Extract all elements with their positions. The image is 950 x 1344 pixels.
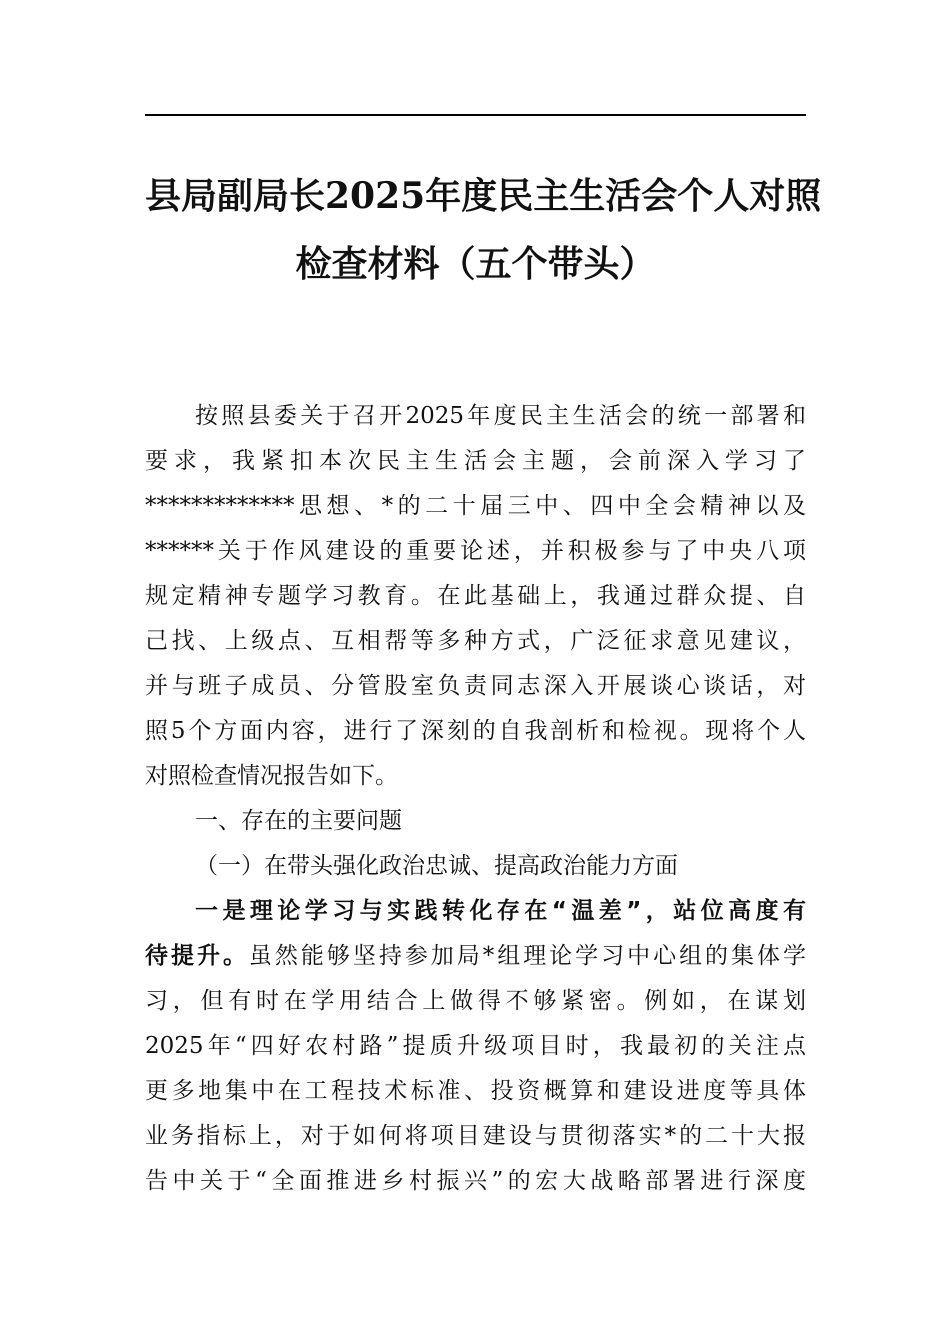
intro-line: ******关于作风建设的重要论述，并积极参与了中央八项 bbox=[145, 538, 806, 564]
intro-line: *************思想、*的二十届三中、四中全会精神以及 bbox=[145, 493, 806, 519]
intro-line: 照5个方面内容，进行了深刻的自我剖析和检视。现将个人 bbox=[145, 718, 806, 744]
document-title bbox=[145, 162, 822, 298]
point-text: 虽然能够坚持参加局*组理论学习中心组的集体学 bbox=[248, 943, 806, 969]
title-line-1: 县局副局长2025年度民主生活会个人对照 bbox=[145, 175, 822, 217]
header-rule bbox=[145, 114, 806, 116]
point-line: 告中关于“全面推进乡村振兴”的宏大战略部署进行深度 bbox=[145, 1168, 806, 1194]
intro-line: 并与班子成员、分管股室负责同志深入开展谈心谈话，对 bbox=[145, 673, 806, 699]
point-bold-lead: 待提升。 bbox=[145, 943, 249, 969]
title-line-2: 检查材料（五个带头） bbox=[295, 243, 656, 285]
subsection-heading: （一）在带头强化政治忠诚、提高政治能力方面 bbox=[195, 853, 678, 879]
intro-line: 对照检查情况报告如下。 bbox=[145, 763, 398, 789]
intro-line: 按照县委关于召开2025年度民主生活会的统一部署和 bbox=[195, 403, 806, 429]
point-line: 习，但有时在学用结合上做得不够紧密。例如，在谋划 bbox=[145, 988, 806, 1014]
intro-line: 规定精神专题学习教育。在此基础上，我通过群众提、自 bbox=[145, 583, 806, 609]
point-bold-line: 一是理论学习与实践转化存在“温差”，站位高度有 bbox=[195, 898, 806, 924]
document-body bbox=[145, 394, 806, 1204]
point-line: 2025年“四好农村路”提质升级项目时，我最初的关注点 bbox=[145, 1033, 806, 1059]
point-line: 更多地集中在工程技术标准、投资概算和建设进度等具体 bbox=[145, 1078, 806, 1104]
point-line: 业务指标上，对于如何将项目建设与贯彻落实*的二十大报 bbox=[145, 1123, 806, 1149]
section-heading: 一、存在的主要问题 bbox=[195, 808, 402, 834]
intro-line: 要求，我紧扣本次民主生活会主题，会前深入学习了 bbox=[145, 448, 806, 474]
intro-line: 己找、上级点、互相帮等多种方式，广泛征求意见建议， bbox=[145, 628, 806, 654]
point-line bbox=[145, 934, 806, 979]
